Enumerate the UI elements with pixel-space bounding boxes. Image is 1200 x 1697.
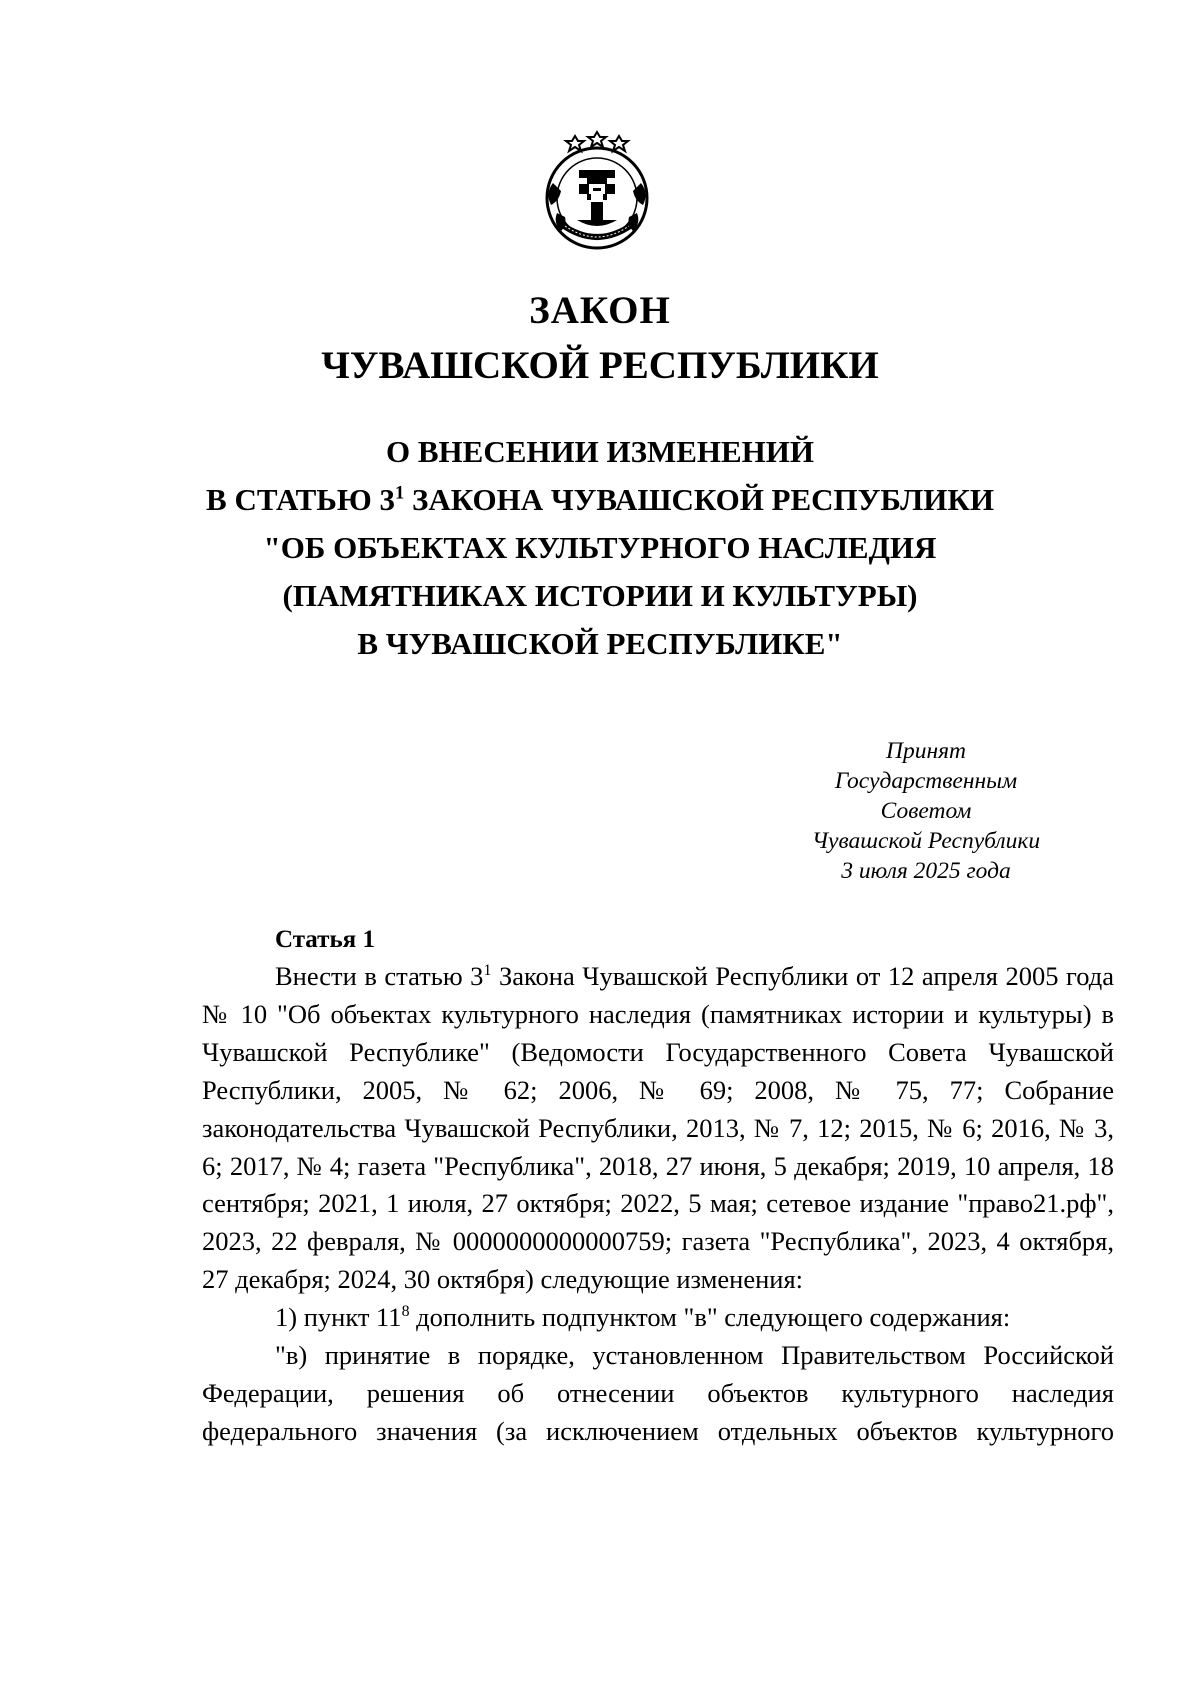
intro-pre: Внести в статью 3	[275, 961, 484, 991]
law-title	[0, 283, 1200, 393]
list-item-1	[202, 1299, 1114, 1337]
subtitle-line-2	[0, 476, 1200, 524]
adoption-line-2: Государственным Советом	[834, 768, 1018, 824]
adoption-date: 3 июля 2025 года	[841, 858, 1011, 884]
adoption-line-3: Чувашской Республики	[811, 828, 1041, 854]
adoption-line-1: Принят	[885, 738, 967, 764]
subtitle-line-2-pre: В СТАТЬЮ 3	[206, 482, 395, 517]
adoption-note	[790, 736, 1062, 886]
intro-post: Закона Чувашской Республики от 12 апреля 2005 года № 10 "Об объектах культурного наследия (памятниках истории и культуры) в Чувашской Республике" (Ведомости Государственного Совета Чувашской Республики, 2005, № 62; 2006, № 69; 2008, № 75, 77; Собрание законодательства Чувашской Республики, 2013, № 7, 12; 2015, № 6; 2016, № 3, 6; 2017, № 4; газета "Республика", 2018, 27 июня, 5 декабря; 2019, 10 апреля, 18 сентября; 2021, 1 июля, 27 октября; 2022, 5 мая; сетевое издание "право21.рф", 2023, 22 февраля, № 0000000000000759; газета "Республика", 2023, 4 октября, 27 декабря; 2024, 30 октября) следующие изменения:	[202, 961, 1114, 1295]
subtitle-line-5: В ЧУВАШСКОЙ РЕСПУБЛИКЕ"	[357, 626, 843, 661]
article-body	[202, 958, 1114, 1451]
subtitle-line-3: "ОБ ОБЪЕКТАХ КУЛЬТУРНОГО НАСЛЕДИЯ	[263, 530, 937, 565]
subtitle-line-4: (ПАМЯТНИКАХ ИСТОРИИ И КУЛЬТУРЫ)	[282, 578, 918, 613]
subtitle-line-1: О ВНЕСЕНИИ ИЗМЕНЕНИЙ	[385, 434, 815, 469]
item1-post: дополнить подпунктом "в" следующего содержания:	[409, 1302, 1011, 1333]
item1-superscript: 8	[401, 1303, 410, 1321]
intro-superscript: 1	[483, 962, 492, 980]
law-subtitle	[0, 428, 1200, 668]
subtitle-superscript: 1	[394, 482, 405, 504]
article-heading: Статья 1	[275, 926, 375, 953]
article-intro-paragraph	[202, 958, 1114, 1299]
title-law: ЗАКОН	[529, 289, 671, 332]
coat-of-arms-icon	[535, 128, 659, 253]
quoted-amendment-paragraph: "в) принятие в порядке, установленном Правительством Российской Федерации, решения об отнесении объектов культурного наследия федерального значения (за исключением отдельных объектов культурного	[202, 1340, 1114, 1446]
title-republic: ЧУВАШСКОЙ РЕСПУБЛИКИ	[321, 344, 879, 387]
item1-pre: 1) пункт 11	[275, 1302, 402, 1333]
subtitle-line-2-post: ЗАКОНА ЧУВАШСКОЙ РЕСПУБЛИКИ	[404, 482, 994, 517]
